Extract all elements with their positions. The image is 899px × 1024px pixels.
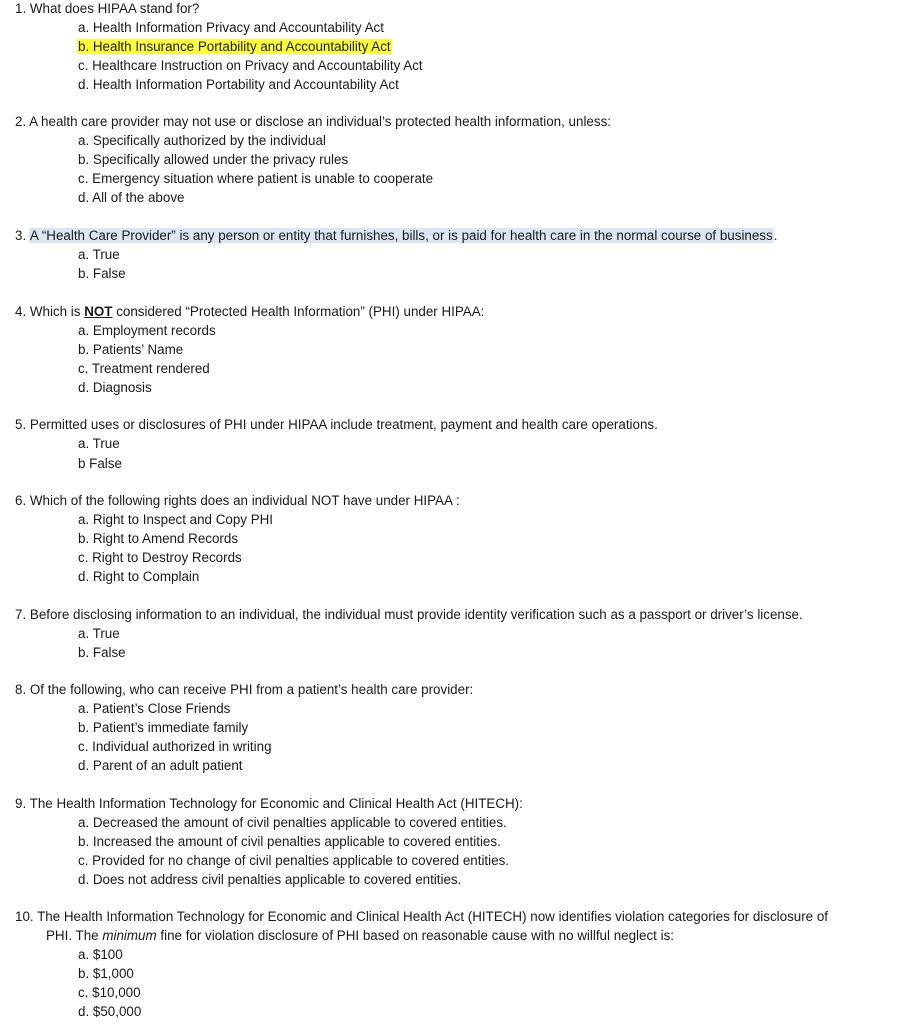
question-2-option-d: d. All of the above — [78, 190, 185, 205]
question-6-option-a: a. Right to Inspect and Copy PHI — [78, 512, 274, 527]
question-1-option-d: d. Health Information Portability and Accountability Act — [78, 77, 399, 92]
question-9-text: 9. The Health Information Technology for Economic and Clinical Health Act (HITECH): — [15, 796, 523, 811]
question-8-text: 8. Of the following, who can receive PHI from a patient’s health care provider: — [15, 682, 474, 697]
highlighted-answer: b. Health Insurance Portability and Accountability Act — [78, 39, 391, 54]
question-6-option-c: c. Right to Destroy Records — [78, 550, 242, 565]
question-3-number: 3. — [15, 228, 27, 243]
question-8-option-a: a. Patient’s Close Friends — [78, 701, 231, 716]
question-4-suffix: considered “Protected Health Information” (PHI) under HIPAA: — [116, 304, 485, 319]
question-10-cont-prefix: PHI. The — [46, 928, 99, 943]
question-8-option-d: d. Parent of an adult patient — [78, 758, 243, 773]
question-8-option-b: b. Patient’s immediate family — [78, 720, 249, 735]
question-10-emphasis: minimum — [102, 928, 157, 943]
question-10-option-a: a. $100 — [78, 947, 123, 962]
question-4-prefix: 4. Which is — [15, 304, 81, 319]
question-4-text — [15, 303, 484, 320]
question-1-option-b-highlighted — [78, 38, 392, 55]
question-9-option-b: b. Increased the amount of civil penalties applicable to covered entities. — [78, 834, 501, 849]
question-4-option-c: c. Treatment rendered — [78, 361, 210, 376]
question-10-option-d: d. $50,000 — [78, 1004, 142, 1019]
question-5-option-a: a. True — [78, 436, 120, 451]
question-2-option-b: b. Specifically allowed under the privacy rules — [78, 152, 349, 167]
question-2-option-c: c. Emergency situation where patient is unable to cooperate — [78, 171, 434, 186]
question-9-option-d: d. Does not address civil penalties applicable to covered entities. — [78, 872, 462, 887]
question-5-option-b: b False — [78, 456, 122, 471]
question-3-option-b: b. False — [78, 266, 126, 281]
question-4-option-d: d. Diagnosis — [78, 380, 152, 395]
question-5-text: 5. Permitted uses or disclosures of PHI under HIPAA include treatment, payment and health care operations. — [15, 417, 658, 432]
question-1-option-a: a. Health Information Privacy and Accountability Act — [78, 20, 384, 35]
question-2-option-a: a. Specifically authorized by the individual — [78, 133, 326, 148]
question-3-text — [15, 227, 777, 244]
question-4-option-a: a. Employment records — [78, 323, 216, 338]
question-6-option-d: d. Right to Complain — [78, 569, 200, 584]
question-4-option-b: b. Patients’ Name — [78, 342, 184, 357]
question-10-text-continued — [46, 927, 674, 944]
question-9-option-a: a. Decreased the amount of civil penalties applicable to covered entities. — [78, 815, 507, 830]
question-10-option-b: b. $1,000 — [78, 966, 134, 981]
question-10-option-c: c. $10,000 — [78, 985, 141, 1000]
selected-text[interactable]: A “Health Care Provider” is any person or entity that furnishes, bills, or is paid for health care in the normal course of business — [29, 228, 773, 243]
question-3-option-a: a. True — [78, 247, 120, 262]
question-1-option-c: c. Healthcare Instruction on Privacy and Accountability Act — [78, 58, 423, 73]
question-10-cont-suffix: fine for violation disclosure of PHI based on reasonable cause with no willful neglect is: — [160, 928, 674, 943]
question-6-option-b: b. Right to Amend Records — [78, 531, 239, 546]
question-9-option-c: c. Provided for no change of civil penalties applicable to covered entities. — [78, 853, 509, 868]
question-8-option-c: c. Individual authorized in writing — [78, 739, 272, 754]
question-7-option-b: b. False — [78, 645, 126, 660]
question-1-text: 1. What does HIPAA stand for? — [15, 1, 200, 16]
question-7-text: 7. Before disclosing information to an individual, the individual must provide identity verification such as a passport or driver’s license. — [15, 607, 803, 622]
question-7-option-a: a. True — [78, 626, 120, 641]
question-3-period: . — [773, 228, 778, 243]
question-10-text: 10. The Health Information Technology for Economic and Clinical Health Act (HITECH) now identifies violation categories for disclosure of — [15, 909, 829, 924]
question-2-text: 2. A health care provider may not use or disclose an individual’s protected health information, unless: — [15, 114, 611, 129]
question-6-text: 6. Which of the following rights does an individual NOT have under HIPAA : — [15, 493, 460, 508]
question-4-emphasis: NOT — [84, 304, 113, 319]
